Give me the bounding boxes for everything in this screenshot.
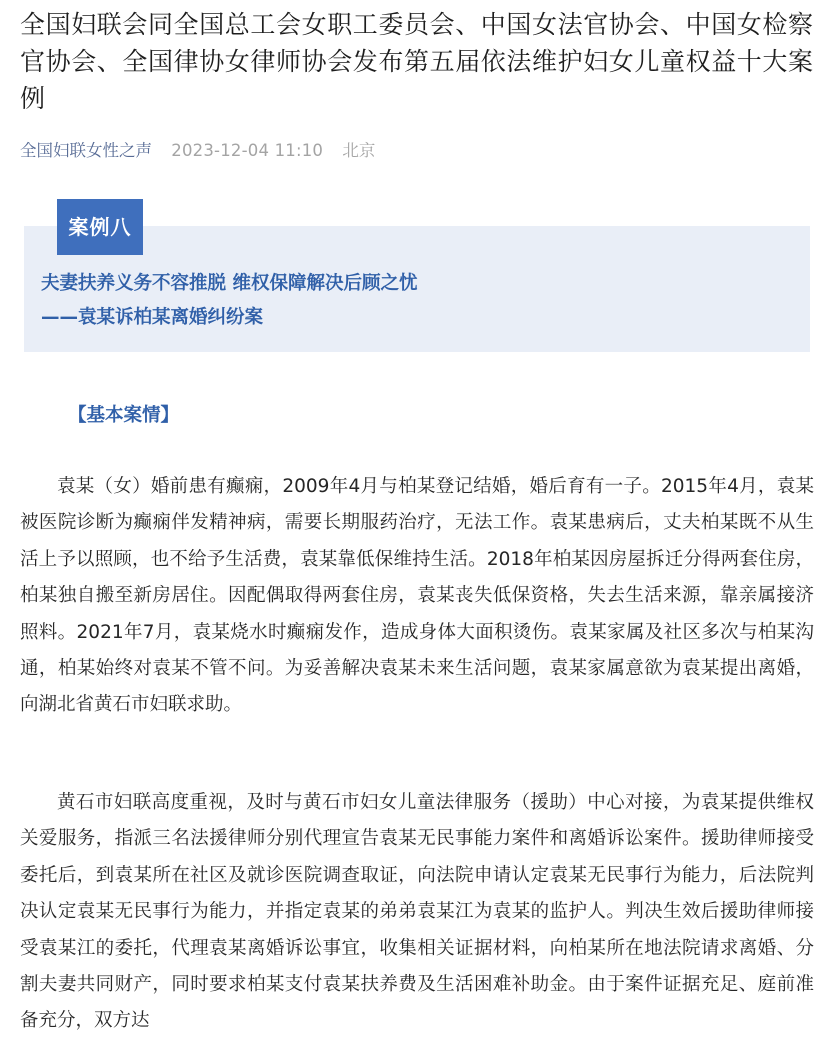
body-paragraph: 袁某（女）婚前患有癫痫，2009年4月与柏某登记结婚，婚后育有一子。2015年4月，袁某被医院诊断为癫痫伴发精神病，需要长期服药治疗，无法工作。袁某患病后，丈夫柏某既不从生活上予以照顾，也不给予生活费，袁某靠低保维持生活。2018年柏某因房屋拆迁分得两套住房，柏某独自搬至新房居住。因配偶取得两套住房，袁某丧失低保资格，失去生活来源，靠亲属接济照料。2021年7月，袁某烧水时癫痫发作，造成身体大面积烫伤。袁某家属及社区多次与柏某沟通，柏某始终对袁某不管不问。为妥善解决袁某未来生活问题，袁某家属意欲为袁某提出离婚，向湖北省黄石市妇联求助。 (20, 476, 814, 716)
case-heading: 夫妻扶养义务不容推脱 维权保障解决后顾之忧 (41, 273, 418, 294)
body-paragraph: 黄石市妇联高度重视，及时与黄石市妇女儿童法律服务（援助）中心对接，为袁某提供维权关爱服务，指派三名法援律师分别代理宣告袁某无民事能力案件和离婚诉讼案件。援助律师接受委托后，到袁某所在社区及就诊医院调查取证，向法院申请认定袁某无民事行为能力，后法院判决认定袁某无民事行为能力，并指定袁某的弟弟袁某江为袁某的监护人。判决生效后援助律师接受袁某江的委托，代理袁某离婚诉讼事宜，收集相关证据材料，向柏某所在地法院请求离婚、分割夫妻共同财产，同时要求柏某支付袁某扶养费及生活困难补助金。由于案件证据充足、庭前准备充分，双方达 (20, 792, 814, 1032)
article-meta (20, 139, 375, 163)
case-number-badge: 案例八 (57, 199, 143, 255)
section-label-basic-facts: 【基本案情】 (68, 405, 180, 426)
article-title: 全国妇联会同全国总工会女职工委员会、中国女法官协会、中国女检察官协会、全国律协女律师协会发布第五届依法维护妇女儿童权益十大案例 (20, 10, 814, 113)
case-subheading: ——袁某诉柏某离婚纠纷案 (41, 307, 264, 328)
publish-location: 北京 (342, 141, 376, 160)
publish-datetime: 2023-12-04 11:10 (171, 141, 324, 160)
source-account-link[interactable]: 全国妇联女性之声 (20, 141, 152, 160)
